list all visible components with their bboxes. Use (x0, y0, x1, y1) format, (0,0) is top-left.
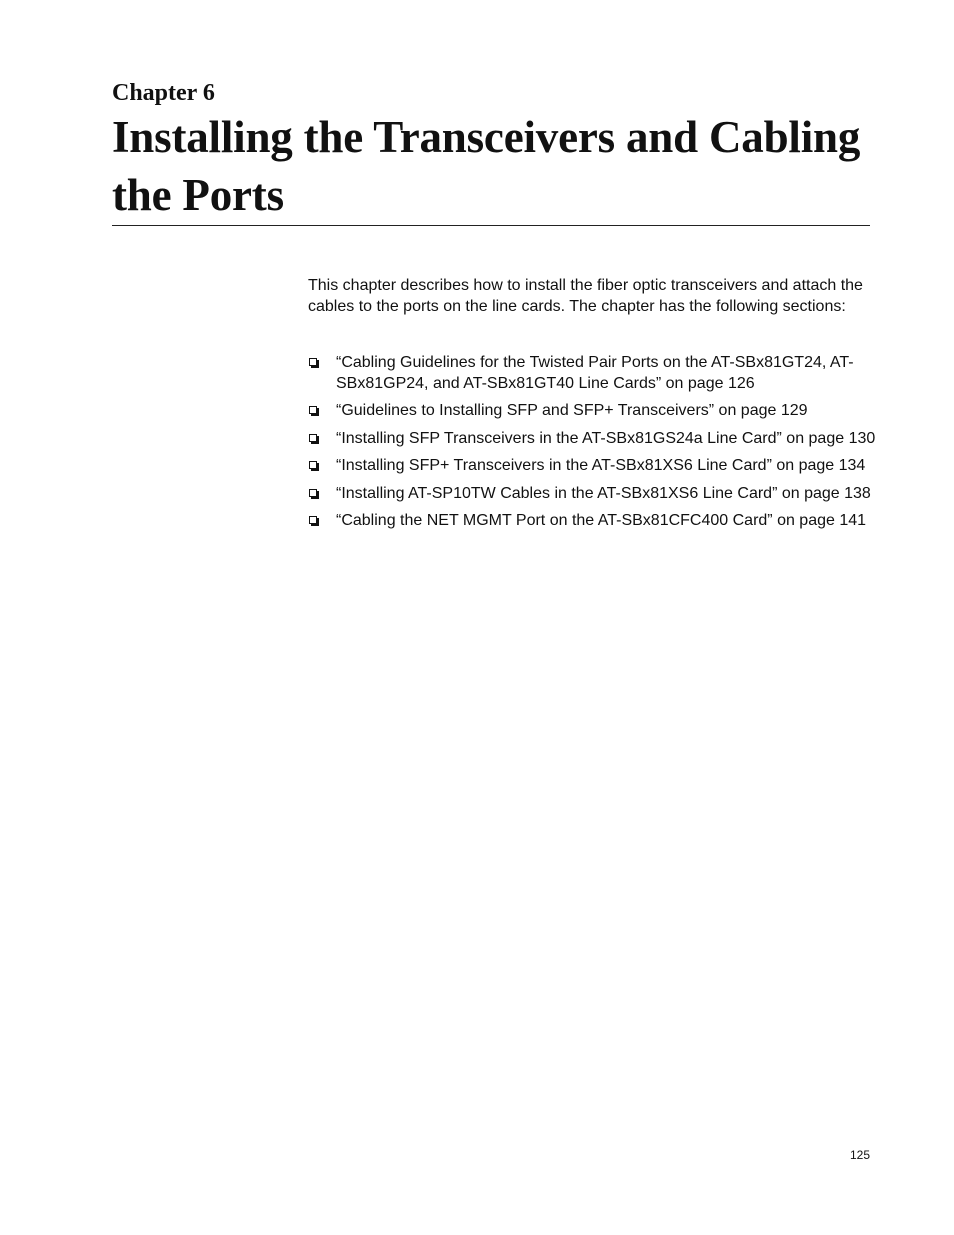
page-number: 125 (849, 1148, 870, 1162)
checkbox-bullet-icon (309, 489, 317, 497)
section-link[interactable]: “Installing SFP Transceivers in the AT-SBx81GS24a Line Card” on page 130 (336, 429, 876, 447)
list-item[interactable] (308, 456, 878, 477)
section-link[interactable]: “Guidelines to Installing SFP and SFP+ Transceivers” on page 129 (336, 402, 808, 419)
list-item[interactable] (308, 511, 878, 532)
chapter-title: Installing the Transceivers and Cabling the Ports (112, 112, 861, 220)
chapter-label: Chapter 6 (112, 80, 215, 106)
list-item[interactable] (308, 353, 878, 394)
checkbox-bullet-icon (309, 434, 317, 442)
checkbox-bullet-icon (309, 516, 317, 524)
section-list (308, 353, 878, 539)
list-item[interactable] (308, 401, 878, 422)
section-link[interactable]: “Cabling the NET MGMT Port on the AT-SBx81CFC400 Card” on page 141 (336, 512, 867, 529)
section-link[interactable]: “Installing AT-SP10TW Cables in the AT-SBx81XS6 Line Card” on page 138 (336, 484, 871, 502)
checkbox-bullet-icon (309, 461, 317, 469)
list-item[interactable] (308, 484, 878, 505)
list-item[interactable] (308, 429, 878, 450)
section-link[interactable]: “Cabling Guidelines for the Twisted Pair Ports on the AT-SBx81GT24, AT-SBx81GP24, and AT-SBx81GT40 Line Cards” on page 126 (336, 354, 854, 392)
intro-paragraph: This chapter describes how to install the fiber optic transceivers and attach the cables to the ports on the line cards. The chapter has the following sections: (308, 277, 863, 315)
checkbox-bullet-icon (309, 406, 317, 414)
checkbox-bullet-icon (309, 358, 317, 366)
title-rule (112, 225, 870, 226)
section-link[interactable]: “Installing SFP+ Transceivers in the AT-SBx81XS6 Line Card” on page 134 (336, 457, 866, 474)
